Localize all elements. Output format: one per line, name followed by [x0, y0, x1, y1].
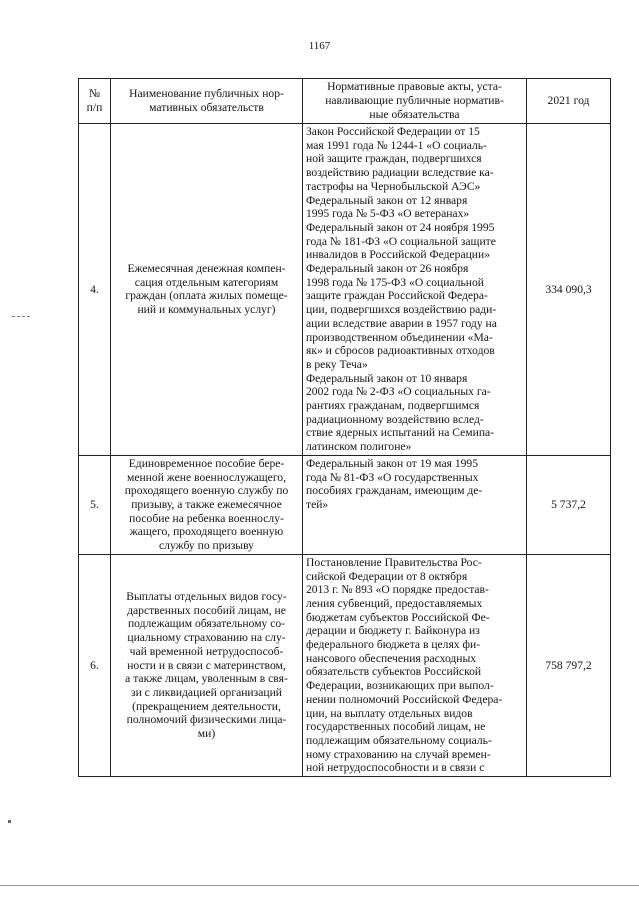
header-name-line: Наименование публичных нор-: [129, 87, 284, 101]
obligation-name-line: жащего, проходящего военную: [129, 525, 284, 539]
year-2021-value: 758 797,2: [527, 554, 611, 776]
legal-act-line: Федерации, возникающих при выпол-: [306, 679, 494, 693]
obligation-name-line: а также лицам, уволенным в свя-: [125, 672, 288, 686]
legal-act-line: як» и сбросов радиоактивных отходов: [306, 344, 495, 358]
table-row: [79, 554, 611, 776]
legal-act-line: тей»: [306, 497, 329, 511]
obligation-name-line: циальному страхованию на слу-: [127, 631, 286, 645]
legal-act-line: дерации и бюджету г. Байконура из: [306, 624, 480, 638]
legal-act-line: федерального бюджета в целях фи-: [306, 638, 481, 652]
obligation-name-cell: [111, 455, 303, 554]
obligation-name-line: сация отдельным категориям: [134, 275, 279, 289]
legal-act-line: производственном объединении «Ма-: [306, 330, 493, 344]
obligation-name-line: менной жене военнослужащего,: [127, 470, 286, 484]
legal-act-line: подлежащим обязательному социаль-: [306, 733, 492, 747]
obligation-name-line: подлежащим обязательному со-: [127, 617, 286, 631]
legal-act-line: ствие ядерных испытаний на Семипа-: [306, 426, 495, 440]
legal-act-line: ному страхованию на случай времен-: [306, 747, 491, 761]
legal-acts-cell: [303, 124, 527, 456]
obligation-name-line: граждан (оплата жилых помеще-: [125, 289, 288, 303]
legal-act-line: радиационному воздействию вслед-: [306, 412, 484, 426]
obligation-name-line: Единовременное пособие бере-: [128, 456, 285, 470]
legal-act-line: Закон Российской Федерации от 15: [306, 125, 480, 138]
legal-act-line: Федеральный закон от 10 января: [306, 371, 468, 385]
obligation-name-line: ми): [197, 727, 216, 741]
header-obligation-name: [111, 79, 303, 124]
header-number-line: №: [88, 87, 101, 101]
legal-act-line: государственных пособий лицам, не: [306, 720, 486, 734]
obligation-name-line: ности и в связи с материнством,: [127, 658, 286, 672]
header-number: [79, 79, 111, 124]
legal-act-line: ации вследствие аварии в 1957 году на: [306, 316, 497, 330]
legal-act-line: Федеральный закон от 12 января: [306, 193, 468, 207]
obligation-name-line: проходящего военную службу по: [124, 484, 289, 498]
header-number-line: п/п: [86, 101, 103, 114]
legal-act-line: ной нетрудоспособности и в связи с: [306, 761, 485, 775]
legal-act-line: инвалидов в Российской Федерации»: [306, 248, 490, 262]
obligation-name-line: призыву, а также ежемесячное: [131, 497, 282, 511]
table-row: [79, 124, 611, 456]
legal-act-line: бюджетам субъектов Российской Фе-: [306, 610, 490, 624]
legal-act-line: года № 81-ФЗ «О государственных: [306, 470, 479, 484]
obligation-name-line: чай временной нетрудоспособ-: [129, 644, 284, 658]
legal-act-line: пособиях гражданам, имеющим де-: [306, 484, 483, 498]
legal-act-line: тастрофы на Чернобыльской АЭС»: [306, 179, 481, 193]
obligation-name-cell: [111, 124, 303, 456]
legal-act-line: года № 181-ФЗ «О социальной защите: [306, 234, 496, 248]
bottom-scan-edge: [0, 885, 639, 886]
obligations-table: [78, 78, 611, 777]
header-year: 2021 год: [527, 79, 611, 124]
header-acts-line: ные обязательства: [369, 107, 460, 121]
legal-acts-cell: [303, 455, 527, 554]
table-row: [79, 455, 611, 554]
legal-act-line: ления субвенций, предоставляемых: [306, 596, 483, 610]
legal-act-line: 1995 года № 5-ФЗ «О ветеранах»: [306, 207, 470, 221]
legal-act-line: сийской Федерации от 8 октября: [306, 569, 468, 583]
page-number: 1167: [308, 40, 331, 52]
row-number: 6.: [79, 554, 111, 776]
obligation-name-line: зи с ликвидацией организаций: [131, 685, 282, 699]
row-number: 4.: [79, 124, 111, 456]
obligation-name-line: Ежемесячная денежная компен-: [127, 262, 286, 276]
legal-act-line: воздействию радиации вследствие ка-: [306, 166, 494, 180]
margin-dot-mark: [8, 820, 11, 823]
legal-act-line: нансового обеспечения расходных: [306, 651, 477, 665]
header-acts-line: навливающие публичные норматив-: [325, 94, 504, 108]
year-2021-value: 5 737,2: [527, 455, 611, 554]
legal-act-line: в реку Теча»: [306, 357, 368, 371]
legal-act-line: латинском полигоне»: [306, 440, 412, 454]
legal-act-line: Постановление Правительства Рос-: [306, 555, 482, 569]
legal-act-line: рантиях гражданам, подвергшимся: [306, 399, 480, 413]
legal-act-line: мая 1991 года № 1244-1 «О социаль-: [306, 138, 487, 152]
legal-act-line: ции, подвергшихся воздействию ради-: [306, 303, 497, 317]
legal-acts-cell: [303, 554, 527, 776]
legal-act-line: нении полномочий Российской Федера-: [306, 692, 503, 706]
year-2021-value: 334 090,3: [527, 124, 611, 456]
legal-act-line: ции, на выплату отдельных видов: [306, 706, 473, 720]
obligation-name-line: пособие на ребенка военнослу-: [129, 511, 284, 525]
legal-act-line: 2013 г. № 893 «О порядке предостав-: [306, 583, 489, 597]
header-acts-line: Нормативные правовые акты, уста-: [327, 80, 502, 94]
obligation-name-line: Выплаты отдельных видов госу-: [126, 590, 287, 604]
legal-act-line: 1998 года № 175-ФЗ «О социальной: [306, 275, 484, 289]
legal-act-line: 2002 года № 2-ФЗ «О социальных га-: [306, 385, 491, 399]
obligation-name-line: полномочий физическими лица-: [126, 713, 287, 727]
legal-act-line: Федеральный закон от 26 ноября: [306, 262, 469, 276]
row-number: 5.: [79, 455, 111, 554]
table-header-row: [79, 79, 611, 124]
header-legal-acts: [303, 79, 527, 124]
margin-dash-mark: [12, 316, 30, 317]
obligation-name-line: (прекращением деятельности,: [132, 699, 281, 713]
header-name-line: мативных обязательств: [149, 101, 264, 114]
obligation-name-line: дарственных пособий лицам, не: [127, 603, 286, 617]
obligation-name-line: ний и коммунальных услуг): [137, 303, 276, 317]
legal-act-line: защите граждан Российской Федера-: [306, 289, 488, 303]
obligation-name-cell: [111, 554, 303, 776]
legal-act-line: ной защите граждан, подвергшихся: [306, 152, 482, 166]
legal-act-line: Федеральный закон от 19 мая 1995: [306, 456, 479, 470]
legal-act-line: обязательств субъектов Российской: [306, 665, 482, 679]
legal-act-line: Федеральный закон от 24 ноября 1995: [306, 220, 495, 234]
obligation-name-line: службу по призыву: [159, 539, 254, 553]
